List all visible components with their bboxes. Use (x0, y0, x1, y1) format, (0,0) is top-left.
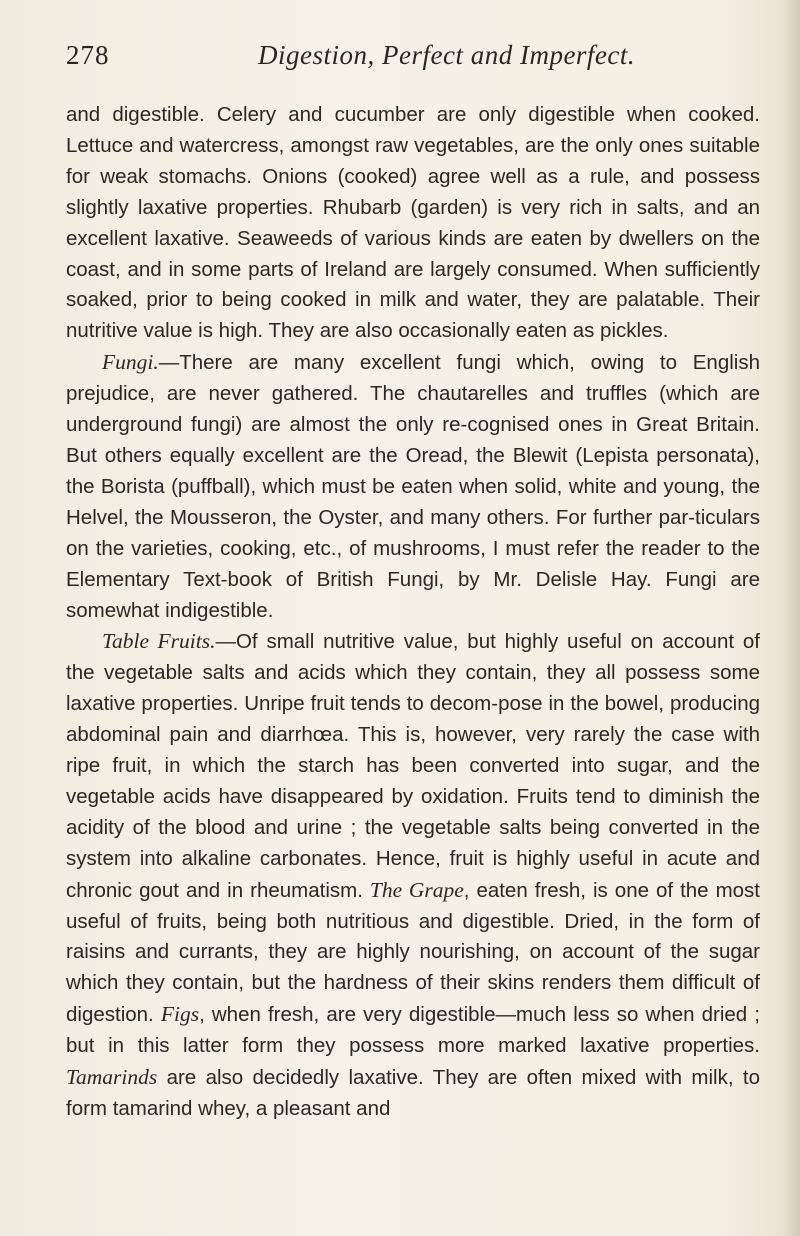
running-head (66, 36, 760, 76)
term-grape: The Grape (369, 877, 464, 902)
page-edge-shadow (782, 0, 800, 1236)
term-figs: Figs (160, 1002, 200, 1027)
paragraph-text: are also decidedly laxative. They are often mixed with milk, to form tamarind whey, a pleasant and (66, 1066, 760, 1120)
paragraph-table-fruits (66, 626, 760, 1125)
paragraph-fungi (66, 347, 760, 626)
section-lead-fungi: Fungi. (102, 350, 159, 375)
paragraph-vegetables (66, 100, 760, 347)
term-tamarinds: Tamarinds (66, 1065, 158, 1090)
paragraph-text: and digestible. Celery and cucumber are only digestible when cooked. Lettuce and watercress, amongst raw vegetables, are the only ones suitable for weak stomachs. Onions (cooked) agree well as a rule, and possess slightly laxative properties. Rhubarb (garden) is very rich in salts, and an excellent laxative. Seaweeds of various kinds are eaten by dwellers on the coast, and in some parts of Ireland are largely consumed. When sufficiently soaked, prior to being cooked in milk and water, they are palatable. Their nutritive value is high. They are also occasionally eaten as pickles. (66, 103, 760, 343)
paragraph-text: —There are many excellent fungi which, owing to English prejudice, are never gathered. The chautarelles and truffles (which are underground fungi) are almost the only re-cognised ones in Great Britain. But others equally excellent are the Oread, the Blewit (Lepista personata), the Borista (puffball), which must be eaten when solid, white and young, the Helvel, the Mousseron, the Oyster, and many others. For further par-ticulars on the varieties, cooking, etc., of mushrooms, I must refer the reader to the Elementary Text-book of British Fungi, by Mr. Delisle Hay. Fungi are somewhat indigestible. (66, 351, 760, 622)
chapter-title: Digestion, Perfect and Imperfect. (258, 40, 636, 70)
page-number: 278 (66, 40, 110, 70)
paragraph-text: , eaten fresh, is one of the most useful of fruits, being both nutritious and digestible. Dried, in the form of raisins and currants, they are highly nourishing, on account of the sugar which they contain, but the hardness of their skins renders them difficult of digestion. (66, 878, 760, 1027)
body-text (66, 100, 760, 1125)
section-lead-table-fruits: Table Fruits. (102, 629, 216, 654)
paragraph-text: —Of small nutritive value, but highly useful on account of the vegetable salts and acids which they contain, they all possess some laxative properties. Unripe fruit tends to decom-pose in the bowel, producing abdominal pain and diarrhœa. This is, however, very rarely the case with ripe fruit, in which the starch has been converted into sugar, and the vegetable acids have disappeared by oxidation. Fruits tend to diminish the acidity of the blood and urine ; the vegetable salts being converted in the system into alkaline carbonates. Hence, fruit is highly useful in acute and chronic gout and in rheumatism. (66, 630, 760, 902)
paragraph-text: , when fresh, are very digestible—much less so when dried ; but in this latter form they possess more marked laxative properties. (66, 1003, 760, 1058)
